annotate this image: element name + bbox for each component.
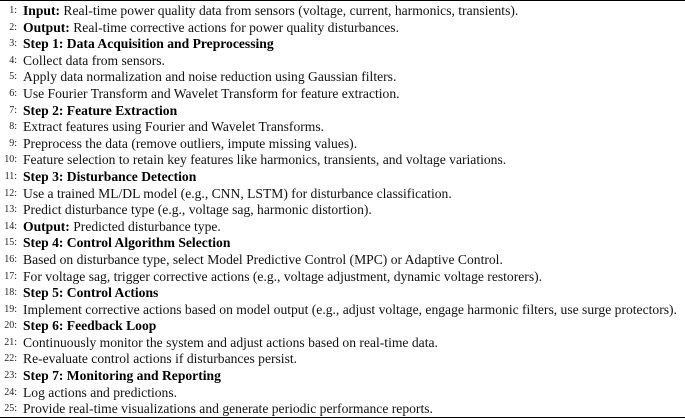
line-text: Use a trained ML/DL model (e.g., CNN, LSTM) for disturbance classification. <box>23 185 452 201</box>
line-content <box>23 119 324 136</box>
line-number: 12: <box>4 187 17 199</box>
line-content <box>23 385 177 402</box>
line-content <box>23 53 165 70</box>
line-number: 1: <box>9 5 17 16</box>
algorithm-line <box>0 235 685 252</box>
line-content <box>23 252 503 269</box>
line-text: Apply data normalization and noise reduction using Gaussian filters. <box>23 69 397 85</box>
line-number: 18: <box>4 287 17 299</box>
line-number: 9: <box>9 137 17 149</box>
line-number: 15: <box>4 237 17 249</box>
algorithm-line <box>0 119 685 136</box>
line-number: 8: <box>9 121 17 133</box>
algorithm-line <box>0 152 685 169</box>
line-number: 20: <box>4 320 17 332</box>
line-number: 17: <box>4 270 17 282</box>
line-text: Predicted disturbance type. <box>69 218 221 234</box>
algorithm-line <box>0 219 685 236</box>
line-number: 25: <box>4 403 17 415</box>
algorithm-line <box>0 302 685 319</box>
step-heading: Step 6: Feedback Loop <box>23 318 157 334</box>
algorithm-line <box>0 186 685 203</box>
algorithm-line <box>0 169 685 186</box>
algorithm-line <box>0 86 685 103</box>
line-text: Log actions and predictions. <box>23 384 178 400</box>
line-content <box>23 269 542 286</box>
line-text: Preprocess the data (remove outliers, impute missing values). <box>23 135 358 151</box>
line-text: Real-time power quality data from sensors (voltage, current, harmonics, transients). <box>60 3 519 18</box>
step-heading: Step 2: Feature Extraction <box>23 102 178 118</box>
line-content <box>23 335 438 352</box>
algorithm-line <box>0 53 685 70</box>
line-content <box>23 152 506 169</box>
line-number: 7: <box>9 104 17 116</box>
algorithm-line <box>0 202 685 219</box>
line-content <box>23 169 196 186</box>
line-number: 16: <box>4 253 17 265</box>
line-content <box>23 401 433 418</box>
line-text: Re-evaluate control actions if disturbances persist. <box>23 351 298 367</box>
line-content <box>23 186 452 203</box>
line-content <box>23 86 400 103</box>
line-content <box>23 202 372 219</box>
line-text: Use Fourier Transform and Wavelet Transform for feature extraction. <box>23 85 400 101</box>
line-content <box>23 302 677 319</box>
line-text: Predict disturbance type (e.g., voltage sag, harmonic distortion). <box>23 202 372 218</box>
step-heading: Step 5: Control Actions <box>23 285 159 301</box>
algorithm-line <box>0 401 685 418</box>
line-number: 6: <box>9 87 17 99</box>
algorithm-line <box>0 335 685 352</box>
step-heading: Step 4: Control Algorithm Selection <box>23 235 231 251</box>
line-content <box>23 136 357 153</box>
step-heading: Step 3: Disturbance Detection <box>23 168 197 184</box>
line-number: 10: <box>4 154 17 166</box>
line-content <box>23 103 177 120</box>
algorithm-line <box>0 385 685 402</box>
line-number: 11: <box>4 170 17 182</box>
algorithm-line <box>0 318 685 335</box>
line-text: Collect data from sensors. <box>23 52 165 68</box>
line-number: 23: <box>4 370 17 382</box>
algorithm-line <box>0 69 685 86</box>
line-label: Output: <box>23 218 70 234</box>
line-number: 3: <box>9 38 17 50</box>
line-content <box>23 318 156 335</box>
line-number: 14: <box>4 220 17 232</box>
line-text: Based on disturbance type, select Model Predictive Control (MPC) or Adaptive Control. <box>23 251 503 267</box>
line-content <box>23 219 221 236</box>
line-number: 13: <box>4 204 17 216</box>
algorithm-line <box>0 351 685 368</box>
line-text: Real-time corrective actions for power quality disturbances. <box>69 19 399 35</box>
line-number: 24: <box>4 386 17 398</box>
line-content <box>23 351 297 368</box>
line-number: 19: <box>4 303 17 315</box>
line-number: 5: <box>9 71 17 83</box>
line-text: Feature selection to retain key features like harmonics, transients, and voltage variations. <box>23 152 507 168</box>
algorithm-line <box>0 136 685 153</box>
line-number: 4: <box>9 54 17 66</box>
line-content <box>23 36 274 53</box>
line-content <box>23 20 399 37</box>
line-number: 21: <box>4 336 17 348</box>
algorithm-line <box>0 269 685 286</box>
line-text: Implement corrective actions based on model output (e.g., adjust voltage, engage harmonic filters, use surge protectors). <box>23 301 677 317</box>
algorithm-line <box>0 368 685 385</box>
step-heading: Step 1: Data Acquisition and Preprocessing <box>23 36 274 52</box>
line-text: For voltage sag, trigger corrective actions (e.g., voltage adjustment, dynamic voltage restorers). <box>23 268 543 284</box>
line-label: Output: <box>23 19 70 35</box>
line-content <box>23 235 230 252</box>
line-content <box>23 3 518 20</box>
algorithm-line <box>0 252 685 269</box>
line-content <box>23 368 221 385</box>
algorithm-line <box>0 36 685 53</box>
line-text: Extract features using Fourier and Wavelet Transforms. <box>23 119 325 135</box>
line-content <box>23 69 396 86</box>
algorithm-line <box>0 103 685 120</box>
algorithm-line <box>0 20 685 37</box>
line-text: Continuously monitor the system and adjust actions based on real-time data. <box>23 334 438 350</box>
line-number: 2: <box>9 21 17 33</box>
line-label: Input: <box>23 3 61 18</box>
algorithm-line <box>0 285 685 302</box>
line-number: 22: <box>4 353 17 365</box>
algorithm-line <box>0 3 685 20</box>
line-text: Provide real-time visualizations and generate periodic performance reports. <box>23 401 433 417</box>
line-content <box>23 285 158 302</box>
step-heading: Step 7: Monitoring and Reporting <box>23 368 221 384</box>
